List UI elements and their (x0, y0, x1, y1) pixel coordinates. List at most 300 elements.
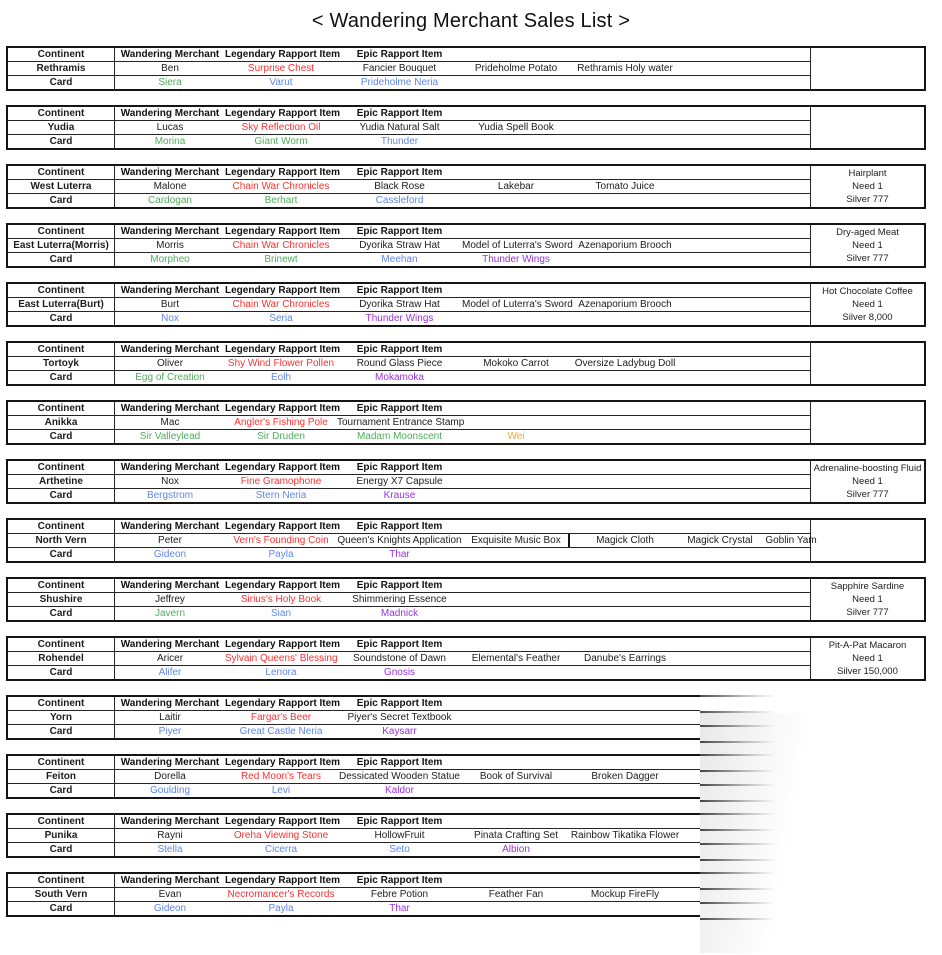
card-row-label: Card (8, 784, 115, 797)
epic-col-header: Epic Rapport Item (356, 462, 443, 473)
legendary-col-header: Legendary Rapport Item (225, 639, 341, 650)
epic-col-header: Epic Rapport Item (356, 580, 443, 591)
legendary-item: Shy Wind Flower Pollen (227, 358, 335, 369)
card-name: Thunder Wings (365, 313, 434, 324)
merchant-name: Evan (158, 889, 182, 900)
card-name: Wei (507, 431, 525, 442)
info-need (811, 416, 924, 429)
header-row (8, 520, 810, 533)
epic-item: Broken Dagger (591, 771, 659, 782)
epic-item: Queen's Knights Application (337, 535, 462, 546)
table-body (8, 697, 700, 738)
legendary-col-header: Legendary Rapport Item (225, 698, 341, 709)
epic-item: Fancier Bouquet (362, 63, 437, 74)
torn-line (700, 859, 792, 861)
info-need: Need 1 (852, 181, 883, 192)
header-row (8, 107, 810, 120)
card-name: Varut (269, 77, 293, 88)
merchant-row (8, 651, 810, 665)
merchant-col-header: Wandering Merchant (120, 757, 220, 768)
card-name: Sir Valleylead (139, 431, 201, 442)
epic-item: Azenaporium Brooch (578, 240, 672, 251)
epic-items (337, 416, 810, 429)
merchant-col-header: Wandering Merchant (120, 816, 220, 827)
card-names (115, 784, 700, 797)
epic-item: Yudia Spell Book (478, 122, 554, 133)
epic-col-header: Epic Rapport Item (356, 698, 443, 709)
continent-col-header: Continent (8, 48, 115, 61)
merchant-name: Ben (161, 63, 179, 74)
continent-col-header: Continent (8, 284, 115, 297)
merchant-name: Malone (153, 181, 187, 192)
epic-items (337, 652, 810, 665)
continent-name: West Luterra (8, 180, 115, 193)
card-name: Levi (271, 785, 291, 796)
merchant-table (6, 872, 700, 917)
card-names (115, 666, 810, 679)
legendary-col-header: Legendary Rapport Item (225, 226, 341, 237)
header-row (8, 815, 700, 828)
legendary-item: Necromancer's Records (227, 889, 335, 900)
header-row (8, 756, 700, 769)
torn-line (700, 741, 792, 743)
merchant-table (6, 105, 926, 150)
merchant-row (8, 179, 810, 193)
epic-item: Book of Survival (479, 771, 553, 782)
epic-items (337, 770, 700, 783)
card-names (115, 725, 700, 738)
legendary-item: Sky Reflection Oil (241, 122, 321, 133)
epic-items (337, 239, 810, 252)
epic-item: Yudia Natural Salt (359, 122, 440, 133)
merchant-row (8, 474, 810, 488)
legendary-col-header: Legendary Rapport Item (225, 521, 341, 532)
merchant-row (8, 356, 810, 370)
epic-col-header: Epic Rapport Item (356, 639, 443, 650)
card-name: Great Castle Neria (239, 726, 323, 737)
continent-col-header: Continent (8, 402, 115, 415)
merchant-row (8, 61, 810, 75)
continent-name: Anikka (8, 416, 115, 429)
card-names (115, 194, 810, 207)
header-row (8, 579, 810, 592)
epic-item: Lakebar (497, 181, 535, 192)
card-name: Eolh (270, 372, 291, 383)
info-price: Silver 777 (846, 489, 889, 500)
table-body (8, 520, 817, 561)
card-name: Berhart (264, 195, 298, 206)
card-name: Siera (158, 77, 182, 88)
torn-line (700, 902, 792, 904)
epic-item: Mockup FireFly (590, 889, 660, 900)
epic-items (337, 829, 700, 842)
legendary-col-header: Legendary Rapport Item (225, 285, 341, 296)
torn-edge-effect (700, 695, 792, 744)
card-name: Meehan (381, 254, 418, 265)
epic-col-header: Epic Rapport Item (356, 521, 443, 532)
continent-name: Rohendel (8, 652, 115, 665)
card-row-label: Card (8, 430, 115, 443)
merchant-col-header: Wandering Merchant (120, 580, 220, 591)
legendary-col-header: Legendary Rapport Item (225, 403, 341, 414)
card-name: Nox (161, 313, 179, 324)
table-body (8, 402, 810, 443)
info-price (811, 134, 924, 147)
card-row (8, 311, 810, 325)
card-name: Madam Moonscent (356, 431, 443, 442)
epic-item: Mokoko Carrot (483, 358, 549, 369)
torn-line (700, 754, 792, 756)
card-row (8, 901, 700, 915)
epic-item: Rainbow Tikatika Flower (570, 830, 680, 841)
info-price: Silver 777 (846, 253, 889, 264)
epic-items (337, 475, 810, 488)
legendary-col-header: Legendary Rapport Item (225, 875, 341, 886)
epic-item: Pinata Crafting Set (474, 830, 558, 841)
legendary-item: Chain War Chronicles (232, 181, 330, 192)
info-price (811, 429, 924, 442)
card-name: Prideholme Neria (360, 77, 439, 88)
merchant-row (8, 887, 700, 901)
legendary-col-header: Legendary Rapport Item (225, 167, 341, 178)
table-body (8, 579, 810, 620)
info-item (811, 403, 924, 416)
info-price: Silver 777 (846, 607, 889, 618)
card-name: Madnick (380, 608, 419, 619)
continent-name: East Luterra(Morris) (8, 239, 115, 252)
epic-items (337, 534, 817, 547)
legendary-col-header: Legendary Rapport Item (225, 580, 341, 591)
card-name: Seria (269, 313, 293, 324)
info-block (810, 520, 924, 561)
epic-col-header: Epic Rapport Item (356, 167, 443, 178)
merchant-name: Laitir (159, 712, 181, 723)
continent-col-header: Continent (8, 697, 115, 710)
merchant-name: Nox (161, 476, 179, 487)
continent-col-header: Continent (8, 107, 115, 120)
epic-item: Febre Potion (370, 889, 429, 900)
header-row (8, 225, 810, 238)
legendary-item: Sylvain Queens' Blessing (225, 653, 338, 664)
table-body (8, 815, 700, 856)
header-row (8, 874, 700, 887)
epic-col-header: Epic Rapport Item (356, 757, 443, 768)
legendary-item: Angler's Fishing Pole (234, 417, 328, 428)
torn-line (700, 829, 792, 831)
torn-line (700, 770, 792, 772)
table-body (8, 107, 810, 148)
card-row (8, 547, 810, 561)
legendary-item: Chain War Chronicles (232, 299, 330, 310)
legendary-item: Sirius's Holy Book (240, 594, 322, 605)
card-names (115, 135, 810, 148)
continent-name: Yorn (8, 711, 115, 724)
torn-line (700, 695, 792, 697)
info-item: Hairplant (848, 168, 887, 179)
card-name: Krause (383, 490, 416, 501)
epic-col-header: Epic Rapport Item (356, 816, 443, 827)
info-price: Silver 777 (846, 194, 889, 205)
card-name: Payla (268, 903, 294, 914)
info-item (811, 344, 924, 357)
legendary-col-header: Legendary Rapport Item (225, 108, 341, 119)
table-body (8, 638, 810, 679)
epic-item: Oversize Ladybug Doll (574, 358, 676, 369)
legendary-item: Surprise Chest (247, 63, 315, 74)
epic-item: Soundstone of Dawn (353, 653, 446, 664)
card-row-label: Card (8, 489, 115, 502)
table-body (8, 756, 700, 797)
epic-item: Goblin Yam (765, 535, 817, 546)
card-row-label: Card (8, 253, 115, 266)
merchant-col-header: Wandering Merchant (120, 226, 220, 237)
card-name: Stella (157, 844, 183, 855)
legendary-item: Fine Gramophone (240, 476, 322, 487)
card-name: Giant Worm (254, 136, 308, 147)
epic-col-header: Epic Rapport Item (356, 49, 443, 60)
card-row (8, 370, 810, 384)
header-row (8, 638, 810, 651)
card-name: Goulding (149, 785, 191, 796)
info-price: Silver 8,000 (842, 312, 893, 323)
merchant-row (8, 297, 810, 311)
legendary-item: Chain War Chronicles (232, 240, 330, 251)
epic-item: Energy X7 Capsule (356, 476, 443, 487)
epic-col-header: Epic Rapport Item (356, 403, 443, 414)
info-price (811, 547, 924, 560)
info-block (810, 343, 924, 384)
card-row-label: Card (8, 725, 115, 738)
header-row (8, 402, 810, 415)
merchant-name: Jeffrey (155, 594, 185, 605)
merchant-table (6, 754, 700, 799)
epic-item: Exquisite Music Box (471, 535, 561, 546)
header-row (8, 343, 810, 356)
legendary-col-header: Legendary Rapport Item (225, 757, 341, 768)
info-price: Silver 150,000 (837, 666, 898, 677)
merchant-col-header: Wandering Merchant (120, 875, 220, 886)
card-row (8, 429, 810, 443)
tables (0, 46, 942, 917)
epic-item: Dessicated Wooden Statue (338, 771, 460, 782)
torn-line (700, 784, 792, 786)
merchant-table (6, 400, 926, 445)
epic-item: Model of Luterra's Sword (462, 299, 573, 310)
card-row-label: Card (8, 135, 115, 148)
merchant-col-header: Wandering Merchant (120, 167, 220, 178)
info-block (810, 225, 924, 266)
card-name: Sian (270, 608, 291, 619)
card-row (8, 606, 810, 620)
epic-col-header: Epic Rapport Item (356, 285, 443, 296)
epic-item: HollowFruit (374, 830, 425, 841)
card-name: Thar (389, 549, 410, 560)
epic-items (337, 888, 700, 901)
continent-col-header: Continent (8, 461, 115, 474)
info-item: Dry-aged Meat (836, 227, 899, 238)
merchant-table (6, 518, 926, 563)
epic-item: Feather Fan (488, 889, 544, 900)
continent-name: Shushire (8, 593, 115, 606)
card-name: Cicerra (264, 844, 298, 855)
card-name: Morpheo (150, 254, 190, 265)
merchant-table (6, 164, 926, 209)
merchant-table (6, 282, 926, 327)
card-row-label: Card (8, 76, 115, 89)
card-names (115, 312, 810, 325)
info-need: Need 1 (852, 476, 883, 487)
card-names (115, 430, 810, 443)
header-row (8, 166, 810, 179)
card-name: Stern Neria (255, 490, 307, 501)
continent-name: Rethramis (8, 62, 115, 75)
card-row (8, 252, 810, 266)
card-name: Alifer (158, 667, 182, 678)
card-row (8, 193, 810, 207)
info-need (811, 121, 924, 134)
merchant-col-header: Wandering Merchant (120, 49, 220, 60)
torn-line (700, 872, 792, 874)
card-name: Cardogan (148, 195, 192, 206)
card-names (115, 843, 700, 856)
continent-col-header: Continent (8, 343, 115, 356)
card-name: Brinewt (264, 254, 298, 265)
continent-name: South Vern (8, 888, 115, 901)
continent-col-header: Continent (8, 520, 115, 533)
epic-item: Elemental's Feather (471, 653, 561, 664)
continent-name: East Luterra(Burt) (8, 298, 115, 311)
merchant-name: Aricer (156, 653, 184, 664)
info-price (811, 75, 924, 88)
merchant-table (6, 459, 926, 504)
table-body (8, 874, 700, 915)
merchant-row (8, 238, 810, 252)
card-row-label: Card (8, 371, 115, 384)
merchant-table (6, 577, 926, 622)
torn-edge-effect (700, 872, 792, 921)
legendary-col-header: Legendary Rapport Item (225, 344, 341, 355)
epic-item: Prideholme Potato (474, 63, 558, 74)
header-row (8, 48, 810, 61)
info-item: Hot Chocolate Coffee (822, 286, 913, 297)
epic-items (337, 180, 810, 193)
merchant-table (6, 223, 926, 268)
torn-line (700, 711, 792, 713)
card-row (8, 724, 700, 738)
info-block (810, 461, 924, 502)
legendary-item: Vern's Founding Coin (233, 535, 329, 546)
merchant-table (6, 813, 700, 858)
card-name: Gideon (153, 549, 187, 560)
epic-items (337, 357, 810, 370)
merchant-name: Morris (156, 240, 184, 251)
epic-item: Dyorika Straw Hat (359, 299, 440, 310)
card-name: Thunder Wings (482, 254, 550, 265)
epic-items (337, 121, 810, 134)
merchant-name: Rayni (157, 830, 183, 841)
epic-items (337, 298, 810, 311)
epic-item: Black Rose (374, 181, 425, 192)
card-name: Egg of Creation (135, 372, 205, 383)
info-block (810, 402, 924, 443)
epic-item: Shimmering Essence (352, 594, 447, 605)
info-need: Need 1 (852, 594, 883, 605)
merchant-col-header: Wandering Merchant (120, 698, 220, 709)
card-name: Javern (154, 608, 185, 619)
card-name: Thar (389, 903, 410, 914)
legendary-item: Oreha Viewing Stone (233, 830, 329, 841)
info-item (811, 108, 924, 121)
merchant-row (8, 415, 810, 429)
merchant-name: Dorella (154, 771, 186, 782)
table-body (8, 225, 810, 266)
card-names (115, 253, 810, 266)
merchant-col-header: Wandering Merchant (120, 521, 220, 532)
card-name: Lenora (265, 667, 297, 678)
card-row (8, 842, 700, 856)
legendary-col-header: Legendary Rapport Item (225, 816, 341, 827)
card-row (8, 134, 810, 148)
torn-line (700, 918, 792, 920)
card-name: Morina (154, 136, 186, 147)
continent-col-header: Continent (8, 874, 115, 887)
card-name: Kaldor (385, 785, 414, 796)
card-name: Mokamoka (375, 372, 424, 383)
merchant-table (6, 636, 926, 681)
torn-edge-effect (700, 754, 792, 803)
epic-item: Magick Cloth (568, 534, 680, 547)
card-row-label: Card (8, 548, 115, 561)
legendary-item: Fargar's Beer (250, 712, 312, 723)
epic-item: Tomato Juice (595, 181, 655, 192)
info-item: Sapphire Sardine (830, 581, 905, 592)
legendary-item: Red Moon's Tears (240, 771, 322, 782)
merchant-col-header: Wandering Merchant (120, 403, 220, 414)
torn-edge-effect (700, 813, 792, 862)
merchant-table (6, 46, 926, 91)
continent-name: Punika (8, 829, 115, 842)
merchant-row (8, 710, 700, 724)
continent-col-header: Continent (8, 815, 115, 828)
epic-col-header: Epic Rapport Item (356, 875, 443, 886)
torn-line (700, 813, 792, 815)
page-title: < Wandering Merchant Sales List > (311, 10, 631, 32)
table-body (8, 284, 810, 325)
info-price (811, 370, 924, 383)
card-name: Seto (389, 844, 410, 855)
card-names (115, 371, 810, 384)
card-row (8, 783, 700, 797)
legendary-col-header: Legendary Rapport Item (225, 49, 341, 60)
info-item: Adrenaline-boosting Fluid (813, 463, 922, 474)
card-name: Sir Druden (257, 431, 305, 442)
card-row-label: Card (8, 312, 115, 325)
info-item (811, 49, 924, 62)
epic-item: Danube's Earrings (584, 653, 666, 664)
continent-col-header: Continent (8, 166, 115, 179)
merchant-col-header: Wandering Merchant (120, 285, 220, 296)
continent-name: North Vern (8, 534, 115, 547)
torn-line (700, 843, 792, 845)
table-body (8, 48, 810, 89)
torn-line (700, 725, 792, 727)
merchant-col-header: Wandering Merchant (120, 462, 220, 473)
table-body (8, 166, 810, 207)
epic-item: Azenaporium Brooch (578, 299, 672, 310)
card-row (8, 75, 810, 89)
card-name: Gnosis (383, 667, 416, 678)
card-row (8, 488, 810, 502)
